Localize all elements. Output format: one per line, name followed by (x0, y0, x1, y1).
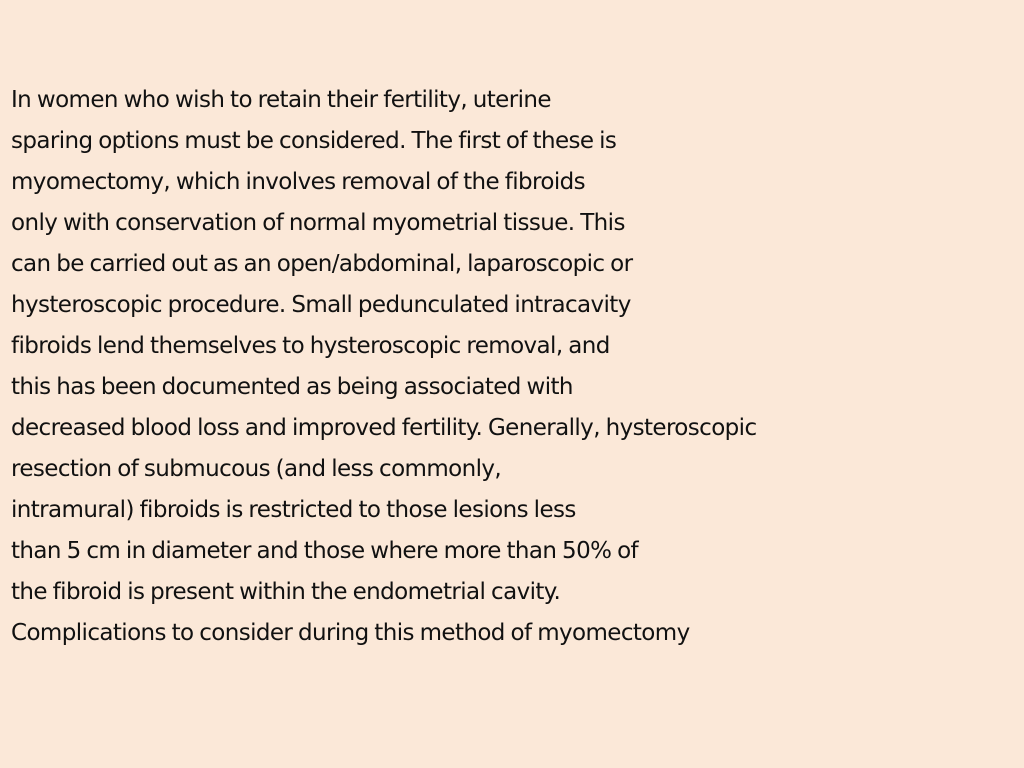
text-line: the fibroid is present within the endometrial cavity. (11, 579, 561, 605)
text-line: resection of submucous (and less commonly, (11, 456, 502, 482)
text-line: hysteroscopic procedure. Small pedunculated intracavity (11, 292, 631, 318)
text-line: In women who wish to retain their fertility, uterine (11, 87, 551, 113)
text-line: intramural) fibroids is restricted to those lesions less (11, 497, 576, 523)
text-line: this has been documented as being associated with (11, 374, 573, 400)
text-line: sparing options must be considered. The first of these is (11, 128, 617, 154)
text-line: than 5 cm in diameter and those where more than 50% of (11, 538, 639, 564)
text-line: only with conservation of normal myometrial tissue. This (11, 210, 625, 236)
text-line: can be carried out as an open/abdominal, laparoscopic or (11, 251, 633, 277)
text-line: Complications to consider during this method of myomectomy (11, 620, 690, 646)
text-line: decreased blood loss and improved fertility. Generally, hysteroscopic (11, 415, 757, 441)
slide-body-text (11, 80, 1016, 654)
text-line: fibroids lend themselves to hysteroscopic removal, and (11, 333, 610, 359)
text-line: myomectomy, which involves removal of the fibroids (11, 169, 586, 195)
